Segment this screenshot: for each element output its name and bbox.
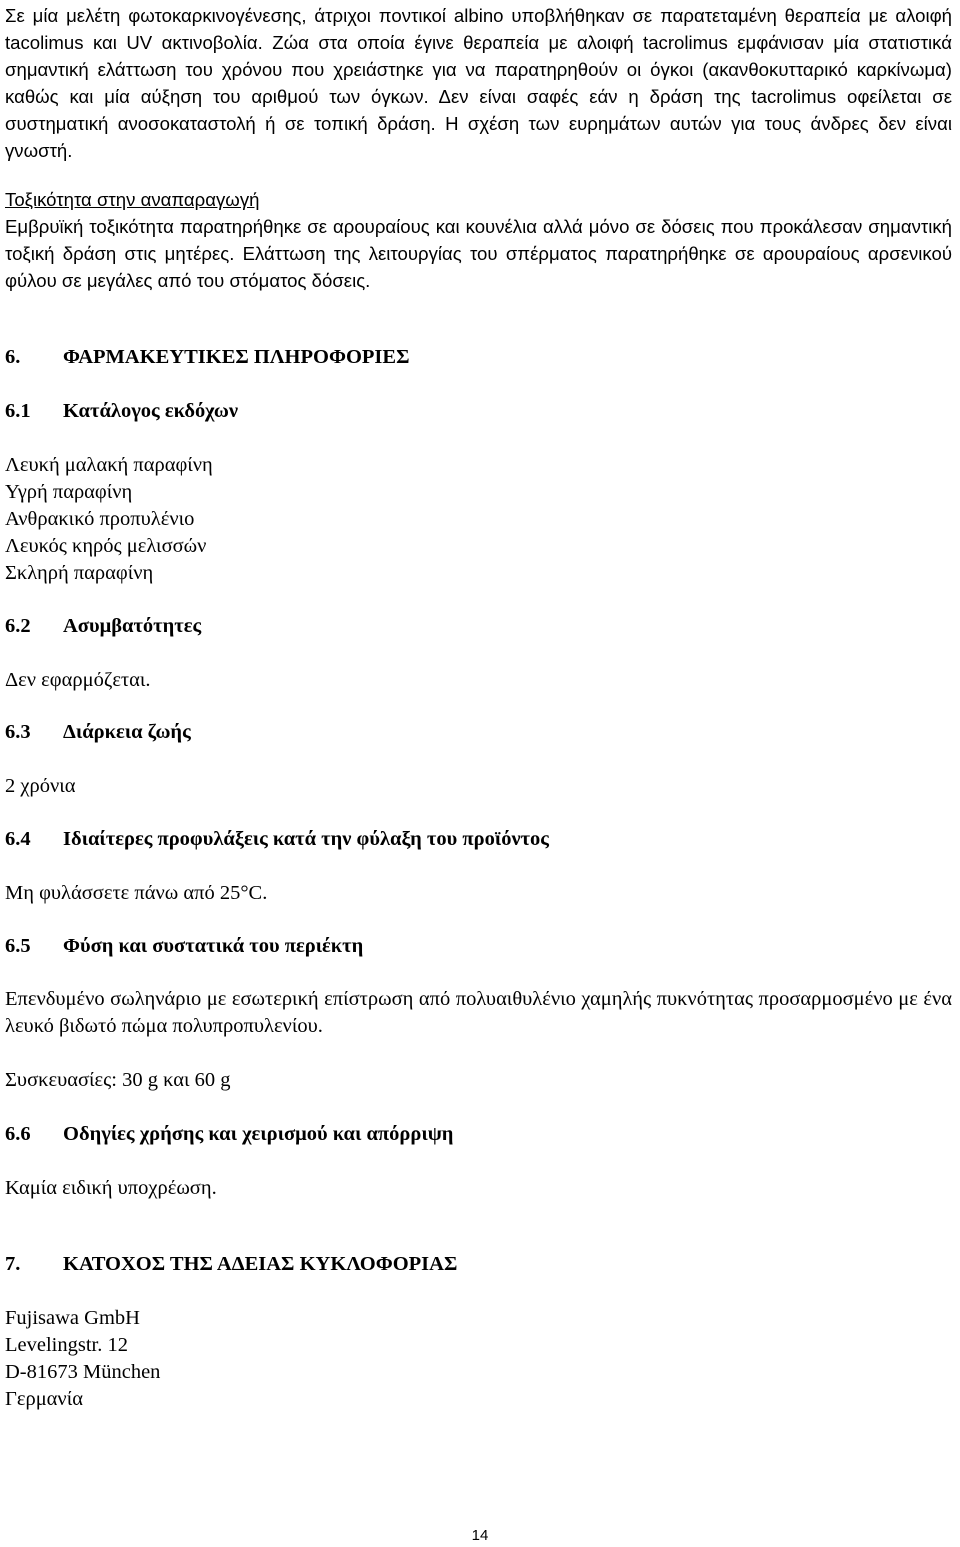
address-line: Fujisawa GmbH	[5, 1307, 140, 1329]
excipient-item: Ανθρακικό προπυλένιο	[5, 508, 195, 530]
shelf-life-text: 2 χρόνια	[5, 775, 76, 797]
section-6-number: 6.	[5, 346, 21, 368]
section-7-number: 7.	[5, 1253, 21, 1275]
section-7-title: ΚΑΤΟΧΟΣ ΤΗΣ ΑΔΕΙΑΣ ΚΥΚΛΟΦΟΡΙΑΣ	[63, 1253, 458, 1275]
section-6-3-heading	[5, 719, 191, 746]
section-6-2-number: 6.2	[5, 615, 31, 637]
section-6-5-number: 6.5	[5, 935, 31, 957]
excipient-item: Σκληρή παραφίνη	[5, 562, 154, 584]
section-6-4-heading	[5, 826, 549, 853]
intro-paragraph: Σε μία μελέτη φωτοκαρκινογένεσης, άτριχοι ποντικοί albino υποβλήθηκαν σε παρατεταμένη θεραπεία με αλοιφή tacolimus και UV ακτινοβολία. Ζώα στα οποία έγινε θεραπεία με αλοιφή tacrolimus εμφάνισαν μία στατιστικά σημαντική ελάττωση του χρόνου που χρειάστηκε για να παρατηρηθούν οι όγκοι (ακανθοκυτταρικό καρκίνωμα) καθώς και μία αύξηση του αριθμού των όγκων. Δεν είναι σαφές εάν η δράση της tacrolimus οφείλεται σε συστηματική ανοσοκαταστολή ή σε τοπική δράση. Η σχέση των ευρημάτων αυτών για τους άνδρες δεν είναι γνωστή.	[5, 5, 952, 161]
address-line: D-81673 München	[5, 1361, 161, 1383]
address-line: Γερμανία	[5, 1388, 83, 1410]
excipient-item: Υγρή παραφίνη	[5, 481, 133, 503]
excipient-item: Λευκός κηρός μελισσών	[5, 535, 207, 557]
repro-tox-heading: Τοξικότητα στην αναπαραγωγή	[5, 189, 260, 210]
container-text: Επενδυμένο σωληνάριο με εσωτερική επίστρωση από πολυαιθυλένιο χαμηλής πυκνότητας προσαρμοσμένο με ένα λευκό βιδωτό πώμα πολυπροπυλενίου.	[5, 988, 952, 1037]
section-6-1-heading	[5, 398, 238, 425]
section-6-6-title: Οδηγίες χρήσης και χειρισμού και απόρριψη	[63, 1123, 454, 1145]
repro-tox-text: Εμβρυϊκή τοξικότητα παρατηρήθηκε σε αρουραίους και κουνέλια αλλά μόνο σε δόσεις που προκάλεσαν σημαντική τοξική δράση στις μητέρες. Ελάττωση της λειτουργίας του σπέρματος παρατηρήθηκε σε αρουραίους αρσενικού φύλου σε μεγάλες από του στόματος δόσεις.	[5, 216, 952, 291]
section-6-5-heading	[5, 933, 363, 960]
section-6-6-number: 6.6	[5, 1123, 31, 1145]
page-number: 14	[471, 1527, 489, 1544]
section-6-heading	[5, 344, 410, 371]
section-6-2-heading	[5, 613, 201, 640]
section-7-heading	[5, 1251, 457, 1278]
storage-text: Μη φυλάσσετε πάνω από 25°C.	[5, 882, 268, 904]
section-6-title: ΦΑΡΜΑΚΕΥΤΙΚΕΣ ΠΛΗΡΟΦΟΡΙΕΣ	[63, 346, 410, 368]
section-6-5-title: Φύση και συστατικά του περιέκτη	[63, 935, 364, 957]
section-6-6-heading	[5, 1121, 453, 1148]
pack-sizes-text: Συσκευασίες: 30 g και 60 g	[5, 1069, 231, 1091]
address-line: Levelingstr. 12	[5, 1334, 128, 1356]
excipient-item: Λευκή μαλακή παραφίνη	[5, 454, 213, 476]
section-6-2-title: Ασυμβατότητες	[63, 615, 202, 637]
section-6-1-title: Κατάλογος εκδόχων	[63, 400, 239, 422]
handling-text: Καμία ειδική υποχρέωση.	[5, 1177, 217, 1199]
holder-address	[5, 1305, 952, 1413]
section-6-1-number: 6.1	[5, 400, 31, 422]
section-6-4-title: Ιδιαίτερες προφυλάξεις κατά την φύλαξη του προϊόντος	[63, 828, 549, 850]
section-6-3-title: Διάρκεια ζωής	[63, 721, 191, 743]
section-6-4-number: 6.4	[5, 828, 31, 850]
incompatibilities-text: Δεν εφαρμόζεται.	[5, 669, 151, 691]
section-6-3-number: 6.3	[5, 721, 31, 743]
excipients-list	[5, 452, 952, 587]
